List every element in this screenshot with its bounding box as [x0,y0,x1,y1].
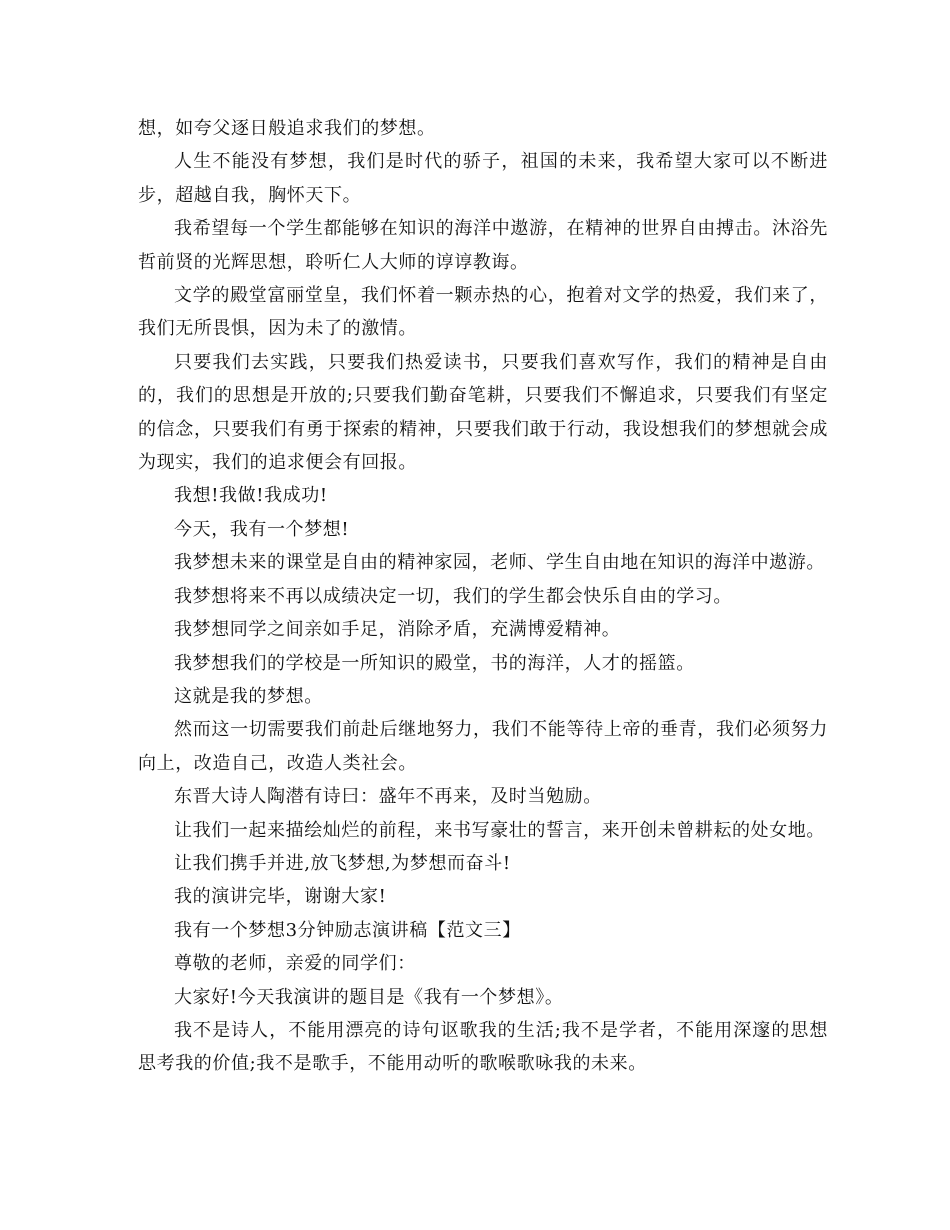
paragraph: 让我们一起来描绘灿烂的前程，来书写豪壮的誓言，来开创未曾耕耘的处女地。 [174,819,825,841]
paragraph: 我想!我做!我成功! [174,485,328,507]
paragraph: 只要我们去实践，只要我们热爱读书，只要我们喜欢写作，我们的精神是自由的，我们的思想是开放的;只要我们勤奋笔耕，只要我们不懈追求，只要我们有坚定的信念，只要我们有勇于探索的精神，只要我们敢于行动，我设想我们的梦想就会成为现实，我们的追求便会有回报。 [138,351,828,474]
paragraph: 我不是诗人，不能用漂亮的诗句讴歌我的生活;我不是学者，不能用深邃的思想思考我的价值;我不是歌手，不能用动听的歌喉歌咏我的未来。 [138,1019,828,1075]
paragraph: 我梦想未来的课堂是自由的精神家园，老师、学生自由地在知识的海洋中遨游。 [174,552,825,574]
paragraph: 我梦想将来不再以成绩决定一切，我们的学生都会快乐自由的学习。 [174,585,732,607]
paragraph: 然而这一切需要我们前赴后继地努力，我们不能等待上帝的垂青，我们必须努力向上，改造自己，改造人类社会。 [138,719,828,774]
paragraph: 文学的殿堂富丽堂皇，我们怀着一颗赤热的心，抱着对文学的热爱，我们来了，我们无所畏惧，因为未了的激情。 [138,285,828,340]
paragraph: 我的演讲完毕，谢谢大家! [174,886,387,908]
paragraph: 人生不能没有梦想，我们是时代的骄子，祖国的未来，我希望大家可以不断进步，超越自我，胸怀天下。 [138,151,828,206]
document-body [138,112,828,1081]
paragraph: 想，如夸父逐日般追求我们的梦想。 [138,118,436,139]
paragraph: 今天，我有一个梦想! [174,518,350,540]
paragraph: 这就是我的梦想。 [174,685,323,707]
paragraph: 我梦想同学之间亲如手足，消除矛盾，充满博爱精神。 [174,619,621,641]
paragraph: 大家好!今天我演讲的题目是《我有一个梦想》。 [174,986,564,1008]
paragraph: 让我们携手并进,放飞梦想,为梦想而奋斗! [174,852,511,874]
paragraph: 我希望每一个学生都能够在知识的海洋中遨游，在精神的世界自由搏击。沐浴先哲前贤的光辉思想，聆听仁人大师的谆谆教诲。 [138,218,828,273]
section-heading: 我有一个梦想3分钟励志演讲稿【范文三】 [174,919,521,941]
paragraph: 东晋大诗人陶潜有诗曰：盛年不再来，及时当勉励。 [174,786,602,808]
salutation: 尊敬的老师，亲爱的同学们： [174,953,416,975]
paragraph: 我梦想我们的学校是一所知识的殿堂，书的海洋，人才的摇篮。 [174,652,695,674]
